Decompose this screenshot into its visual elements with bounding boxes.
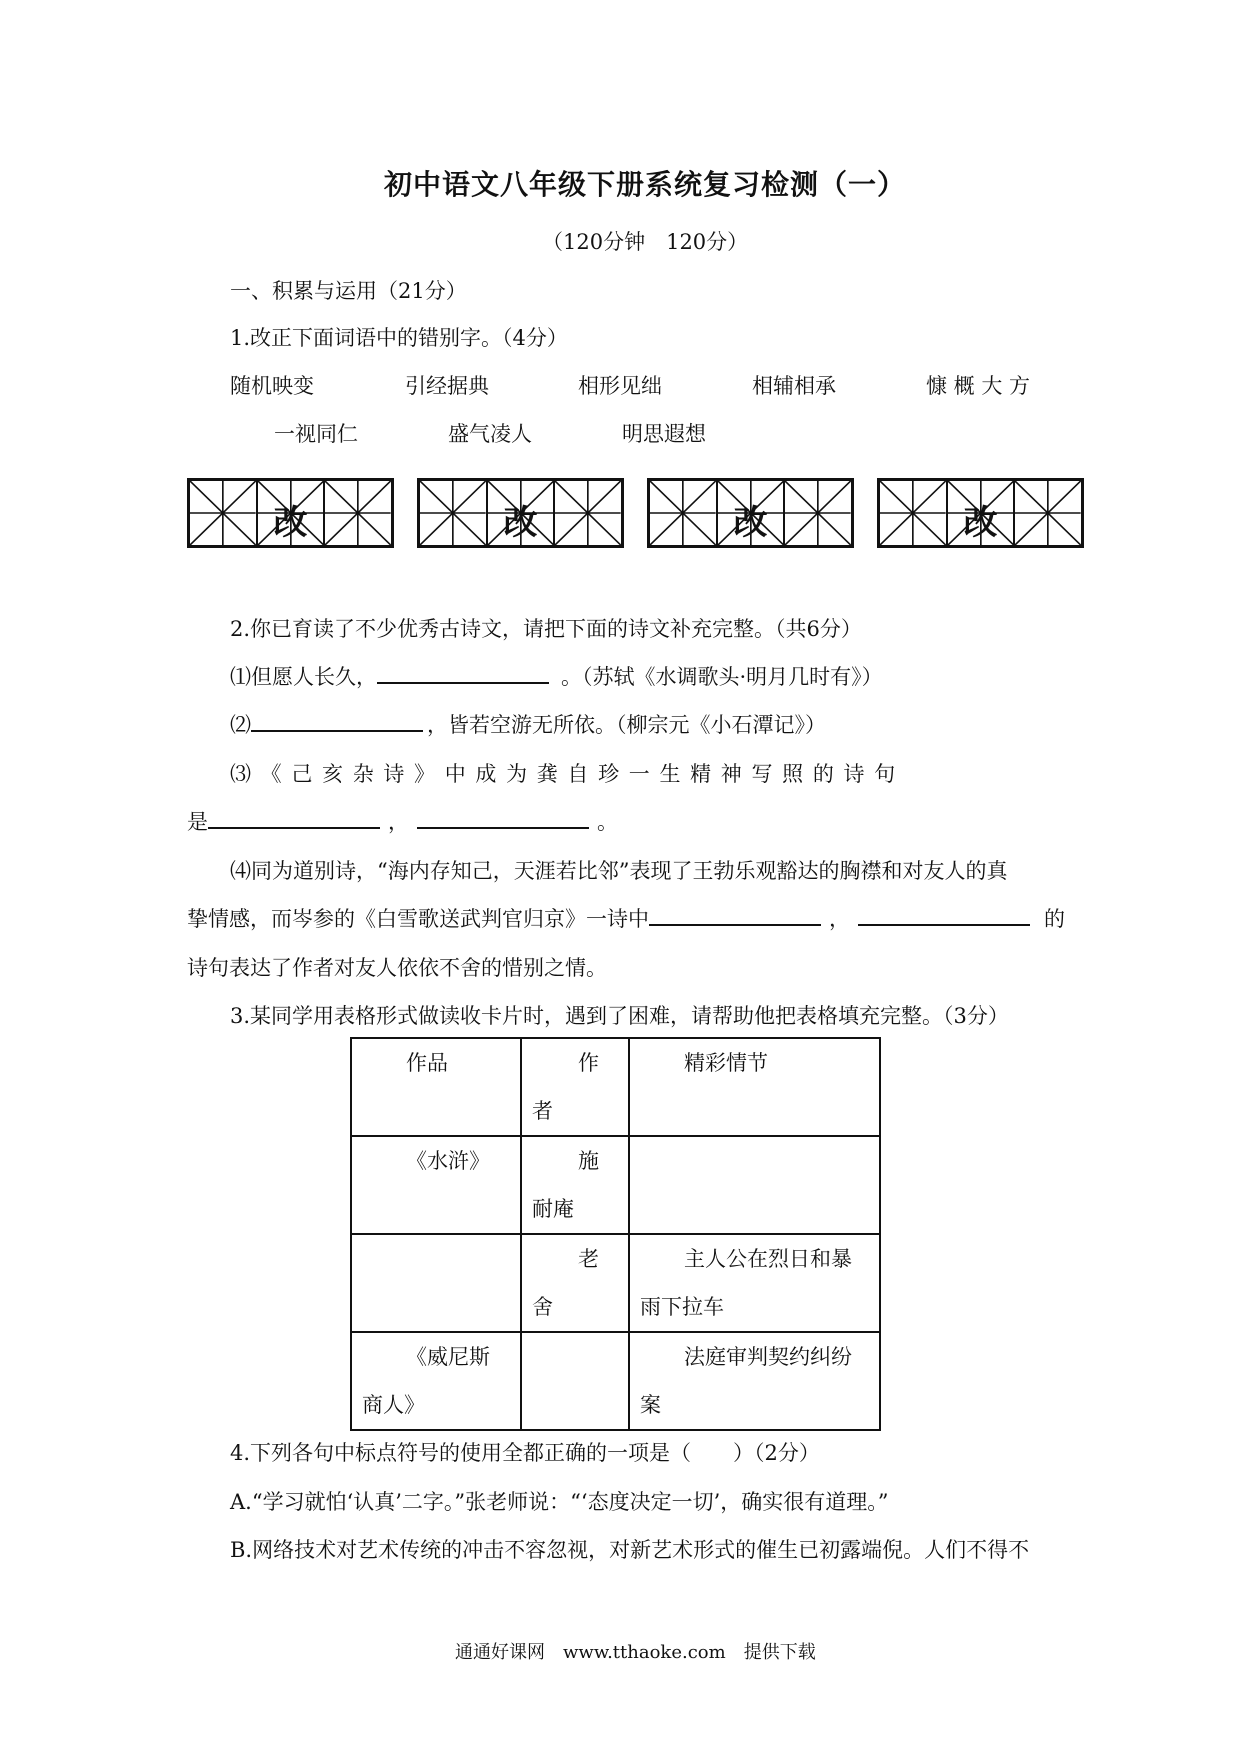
- cell-work-blank[interactable]: [351, 1234, 521, 1332]
- q2-line-4-text: 挚情感，而岑参的《白雪歌送武判官归京》一诗中: [187, 907, 649, 931]
- q4-stem: 4.下列各句中标点符号的使用全都正确的一项是（ ）（2分）: [230, 1441, 820, 1465]
- q2-line-2-number: ⑵: [230, 713, 251, 737]
- q1-word: 相辅相承: [752, 374, 836, 398]
- q1-stem: 1.改正下面词语中的错别字。（4分）: [230, 326, 568, 350]
- answer-blank[interactable]: [649, 904, 821, 926]
- table-row: [351, 1332, 880, 1430]
- grid-cell[interactable]: [880, 481, 948, 545]
- page-subtitle: （120分钟 120分）: [542, 230, 749, 254]
- q2-line-1: [230, 661, 883, 691]
- page-title: 初中语文八年级下册系统复习检测（一）: [384, 168, 907, 201]
- page-footer: 通通好课网 www.tthaoke.com 提供下载: [455, 1642, 816, 1663]
- grid-cell[interactable]: [785, 481, 851, 545]
- q1-word: 随机映变: [230, 374, 314, 398]
- correction-grid-2[interactable]: [417, 478, 624, 548]
- q2-line-3-shi: 是: [187, 810, 208, 834]
- correction-grid-3[interactable]: [647, 478, 854, 548]
- q4-option-b[interactable]: B.网络技术对艺术传统的冲击不容忽视，对新艺术形式的催生已初露端倪。人们不得不: [230, 1538, 1030, 1562]
- period: 。: [597, 810, 618, 834]
- q2-line-1-text: ⑴但愿人长久，: [230, 665, 377, 689]
- correction-grid-1[interactable]: [187, 478, 394, 548]
- cell-plot: 主人公在烈日和暴雨下拉车: [629, 1234, 880, 1332]
- cell-plot: 法庭审判契约纠纷案: [629, 1332, 880, 1430]
- grid-cell[interactable]: [190, 481, 258, 545]
- q2-line-4: ⑷同为道别诗，“海内存知己，天涯若比邻”表现了王勃乐观豁达的胸襟和对友人的真: [230, 859, 1008, 883]
- answer-blank[interactable]: [417, 807, 589, 829]
- section-heading: 一、积累与运用（21分）: [230, 279, 467, 303]
- answer-blank[interactable]: [858, 904, 1030, 926]
- q4-option-a[interactable]: A.“学习就怕‘认真’二字。”张老师说：“‘态度决定一切’，确实很有道理。”: [230, 1490, 889, 1514]
- grid-cell[interactable]: [555, 481, 621, 545]
- correction-label: 改: [503, 503, 538, 543]
- q1-word: 一视同仁: [274, 422, 358, 446]
- q1-word: 明思遐想: [622, 422, 706, 446]
- cell-work: 《水浒》: [351, 1136, 521, 1234]
- grid-cell[interactable]: [1015, 481, 1081, 545]
- header-work: 作品: [351, 1038, 521, 1136]
- table-row: [351, 1234, 880, 1332]
- comma: ，: [829, 907, 850, 931]
- answer-blank[interactable]: [377, 662, 549, 684]
- q2-line-4-de: 的: [1044, 907, 1065, 931]
- grid-cell[interactable]: [718, 481, 786, 545]
- q2-stem: 2.你已育读了不少优秀古诗文，请把下面的诗文补充完整。（共6分）: [230, 617, 862, 641]
- q2-line-4-cont: [187, 903, 1065, 933]
- answer-blank[interactable]: [208, 807, 380, 829]
- grid-cell[interactable]: [650, 481, 718, 545]
- reading-card-table: [350, 1037, 881, 1431]
- table-header-row: [351, 1038, 880, 1136]
- q2-line-2: [230, 709, 826, 739]
- comma: ，: [388, 810, 409, 834]
- grid-cell[interactable]: [488, 481, 556, 545]
- q1-word: 相形见绌: [578, 374, 662, 398]
- q2-line-2-text: ，皆若空游无所依。（柳宗元《小石潭记》）: [427, 713, 826, 737]
- grid-cell[interactable]: [948, 481, 1016, 545]
- grid-cell[interactable]: [420, 481, 488, 545]
- grid-cell[interactable]: [258, 481, 326, 545]
- q1-word: 慷 概 大 方: [926, 374, 1031, 398]
- q2-line-3-cont: [187, 806, 618, 836]
- correction-label: 改: [273, 503, 308, 543]
- table-row: [351, 1136, 880, 1234]
- q2-line-1-source: 。（苏轼《水调歌头·明月几时有》）: [561, 665, 883, 689]
- q2-line-3: ⑶ 《 己 亥 杂 诗 》 中 成 为 龚 自 珍 一 生 精 神 写 照 的 诗 句: [230, 762, 896, 786]
- cell-author-blank[interactable]: [521, 1332, 629, 1430]
- cell-plot-blank[interactable]: [629, 1136, 880, 1234]
- cell-author: 施耐庵: [521, 1136, 629, 1234]
- answer-blank[interactable]: [251, 710, 423, 732]
- cell-work: 《威尼斯商人》: [351, 1332, 521, 1430]
- q1-word: 盛气凌人: [448, 422, 532, 446]
- correction-label: 改: [963, 503, 998, 543]
- q1-word: 引经据典: [405, 374, 489, 398]
- q3-stem: 3.某同学用表格形式做读收卡片时，遇到了困难，请帮助他把表格填充完整。（3分）: [230, 1004, 1009, 1028]
- q2-line-4-end: 诗句表达了作者对友人依依不舍的惜别之情。: [187, 956, 607, 980]
- correction-grid-4[interactable]: [877, 478, 1084, 548]
- cell-author: 老舍: [521, 1234, 629, 1332]
- grid-cell[interactable]: [325, 481, 391, 545]
- correction-label: 改: [733, 503, 768, 543]
- header-plot: 精彩情节: [629, 1038, 880, 1136]
- header-author: 作者: [521, 1038, 629, 1136]
